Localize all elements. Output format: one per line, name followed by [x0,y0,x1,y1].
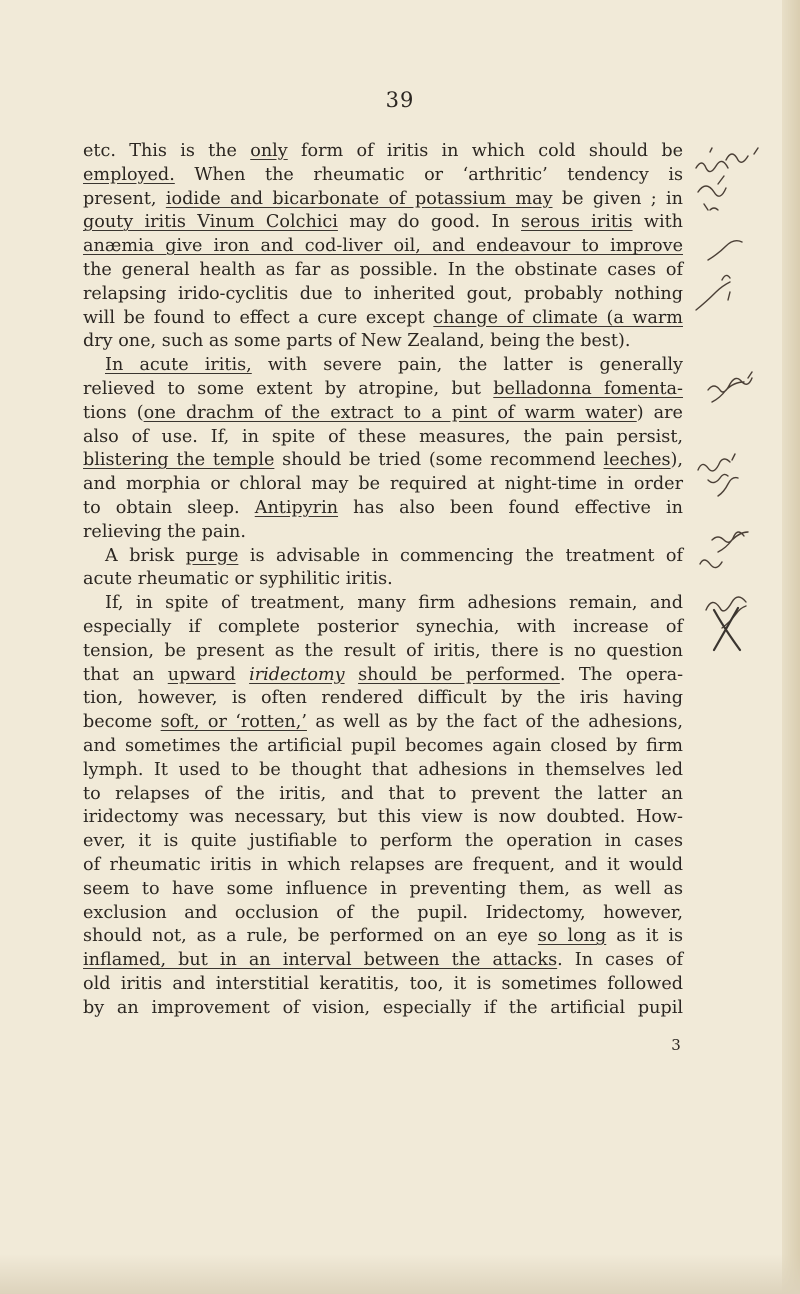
text-line [83,426,683,450]
text-line [83,354,683,378]
text-line [83,473,683,497]
text-line [83,330,683,354]
text-line [83,140,683,164]
text-segment: ), [670,450,684,471]
handwritten-margin-notes [688,140,788,640]
text-line [83,164,683,188]
text-line [83,592,683,616]
text-segment: ever, it is quite justifiable to perform the operation in cases [83,831,683,852]
text-segment: become [83,712,161,733]
text-segment: by an improvement of vision, especially if the artificial pupil [83,997,683,1018]
text-line [83,402,683,426]
text-line [83,497,683,521]
text-line [83,235,683,259]
text-segment: also of use. If, in spite of these measures, the pain persist, [83,426,683,447]
text-line [83,711,683,735]
text-segment: to obtain sleep. [83,497,255,518]
underlined-phrase: upward [167,664,236,685]
text-segment: relieved to some extent by atropine, but [83,378,494,399]
signature-mark: 3 [671,1036,681,1054]
text-line [83,307,683,331]
text-segment: When the rheumatic or ‘arthritic’ tendency is [174,164,683,185]
text-segment: seem to have some influence in preventing them, as well as [83,878,683,899]
underlined-phrase: iridectomy [249,664,345,685]
text-line [83,949,683,973]
text-line [83,449,683,473]
text-segment: that an [83,664,168,685]
text-line [83,259,683,283]
text-segment: has also been found effective in [338,497,683,518]
underlined-phrase: should be performed [358,664,560,685]
text-line [83,568,683,592]
text-segment: may do good. In [337,212,522,233]
text-line [83,378,683,402]
underlined-phrase: so long [537,926,607,947]
page-number: 39 [385,88,415,112]
text-line [83,735,683,759]
underlined-phrase: belladonna fomenta- [493,378,683,399]
text-line [83,759,683,783]
text-line [83,878,683,902]
text-segment: with [632,212,683,233]
text-segment: especially if complete posterior synechia, with increase of [83,616,683,637]
text-segment: dry one, such as some parts of New Zealand, being the best). [83,331,631,352]
text-line [83,640,683,664]
text-segment: be given ; in [552,188,683,209]
text-segment: should be tried (some recommend [274,450,604,471]
underlined-phrase: soft, or ‘rotten,’ [160,712,307,733]
text-segment: to relapses of the iritis, and that to prevent the latter an [83,783,683,804]
body-text [83,140,683,1020]
text-segment: and morphia or chloral may be required at night-time in order [83,474,683,495]
underlined-phrase: anæmia give iron and cod-liver oil, and endeavour to improve [83,236,683,257]
text-line [83,545,683,569]
underlined-phrase: In acute iritis, [105,355,252,376]
text-segment: exclusion and occlusion of the pupil. Iridectomy, however, [83,902,683,923]
text-line [83,973,683,997]
page-bottom-shadow [0,1254,800,1294]
text-segment: tion, however, is often rendered difficult by the iris having [83,688,683,709]
text-segment: A brisk [105,545,186,566]
handwritten-x-mark [704,604,744,654]
text-segment: iridectomy was necessary, but this view is now doubted. How- [83,807,683,828]
underlined-phrase: purge [185,545,239,566]
underlined-phrase: iodide and bicarbonate of potassium may [165,188,553,209]
text-segment: present, [83,188,166,209]
underlined-phrase: gouty iritis Vinum Colchici [83,212,338,233]
text-line [83,188,683,212]
text-line [83,521,683,545]
underlined-phrase: leeches [603,450,671,471]
text-line [83,283,683,307]
underlined-phrase: employed. [83,164,175,185]
underlined-phrase: inflamed, but in an interval between the attacks [83,950,558,971]
text-segment: will be found to effect a cure except [83,307,434,328]
underlined-phrase: change of climate (a warm [433,307,683,328]
text-line [83,687,683,711]
text-segment: with severe pain, the latter is generally [251,355,683,376]
underlined-phrase: blistering the temple [83,450,275,471]
text-line [83,806,683,830]
text-line [83,616,683,640]
text-segment: form of iritis in which cold should be [287,141,683,161]
text-segment: as well as by the fact of the adhesions, [306,712,683,733]
underlined-phrase: Antipyrin [254,497,339,518]
text-line [83,902,683,926]
underlined-phrase: only [250,141,288,161]
text-segment: tions ( [83,402,144,423]
text-line [83,997,683,1021]
text-line [83,783,683,807]
text-line [83,211,683,235]
text-line [83,664,683,688]
underlined-phrase: serous iritis [521,212,633,233]
text-segment: relieving the pain. [83,521,246,542]
text-line [83,854,683,878]
text-segment: tension, be present as the result of iritis, there is no question [83,640,683,661]
text-segment: as it is [606,926,684,947]
text-segment: lymph. It used to be thought that adhesions in themselves led [83,759,683,780]
text-segment: old iritis and interstitial keratitis, too, it is sometimes followed [83,973,683,994]
text-segment: If, in spite of treatment, many firm adhesions remain, and [105,593,683,614]
text-segment: acute rheumatic or syphilitic iritis. [83,569,393,590]
text-segment: . In cases of [557,950,684,971]
text-segment: of rheumatic iritis in which relapses are frequent, and it would [83,854,683,875]
text-segment: . The opera- [559,664,684,685]
text-line [83,925,683,949]
text-line [83,830,683,854]
text-segment: ) are [636,402,683,423]
text-segment: etc. This is the [83,141,251,161]
text-segment: should not, as a rule, be performed on an eye [83,926,538,947]
text-segment: relapsing irido-cyclitis due to inherited gout, probably nothing [83,283,683,304]
text-segment: the general health as far as possible. In the obstinate cases of [83,259,683,280]
text-segment: and sometimes the artificial pupil becomes again closed by firm [83,735,683,756]
text-segment: is advisable in commencing the treatment of [238,545,683,566]
underlined-phrase: one drachm of the extract to a pint of warm water [143,402,637,423]
text-segment [236,665,250,685]
text-segment [345,665,359,685]
